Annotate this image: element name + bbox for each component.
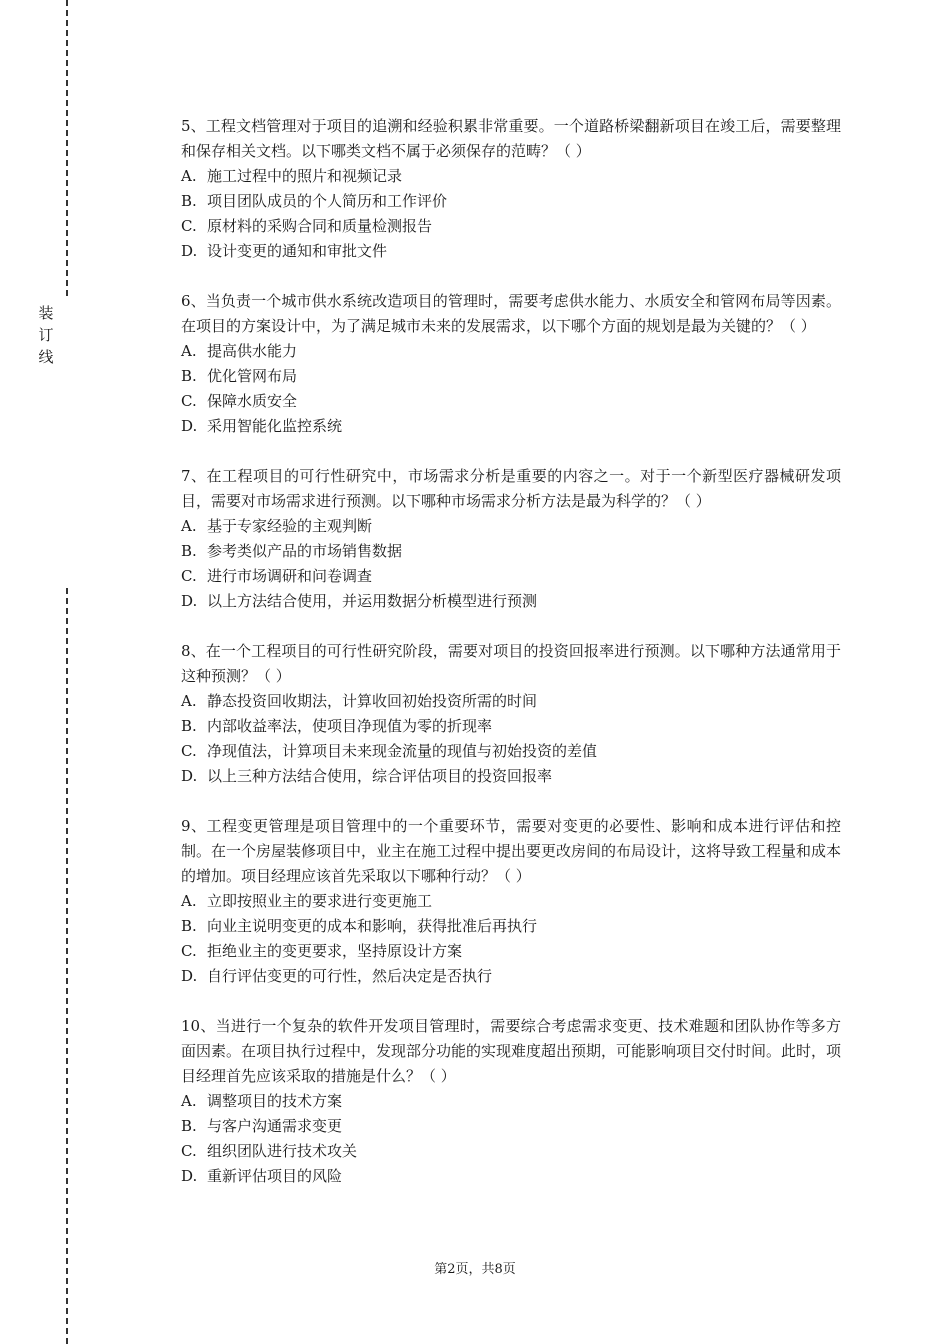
option-d [181,589,841,614]
page-footer: 第2页，共8页 [434,1262,516,1277]
option-text: 进行市场调研和问卷调查 [207,567,373,585]
option-text: 自行评估变更的可行性，然后决定是否执行 [207,967,493,985]
option-b [181,364,841,389]
option-text: 以上方法结合使用，并运用数据分析模型进行预测 [207,592,538,610]
question-9 [181,814,841,989]
option-b [181,714,841,739]
binding-label-char: 装 [38,304,54,322]
option-letter: A. [181,692,197,710]
option-b [181,189,841,214]
option-d [181,1164,841,1189]
option-c [181,739,841,764]
question-text: 8、在一个工程项目的可行性研究阶段，需要对项目的投资回报率进行预测。以下哪种方法通常用于这种预测？（ ） [181,642,841,685]
option-letter: D. [181,592,198,610]
option-text: 参考类似产品的市场销售数据 [207,542,403,560]
option-letter: D. [181,767,198,785]
option-text: 与客户沟通需求变更 [207,1117,343,1135]
option-text: 调整项目的技术方案 [207,1092,343,1110]
option-text: 施工过程中的照片和视频记录 [207,167,403,185]
option-text: 保障水质安全 [207,392,298,410]
option-d [181,964,841,989]
option-text: 组织团队进行技术攻关 [207,1142,358,1160]
question-6 [181,289,841,439]
question-text: 10、当进行一个复杂的软件开发项目管理时，需要综合考虑需求变更、技术难题和团队协作等多方面因素。在项目执行过程中，发现部分功能的实现难度超出预期，可能影响项目交付时间。此时，项目经理首先应该采取的措施是什么？（ ） [181,1017,842,1085]
option-a [181,889,841,914]
option-c [181,564,841,589]
question-7 [181,464,841,614]
option-text: 内部收益率法，使项目净现值为零的折现率 [207,717,493,735]
question-list [181,114,841,1189]
option-letter: B. [181,1117,197,1135]
option-letter: B. [181,717,197,735]
option-a [181,689,841,714]
option-c [181,939,841,964]
option-d [181,764,841,789]
option-c [181,1139,841,1164]
option-letter: D. [181,417,198,435]
option-letter: A. [181,517,197,535]
option-d [181,414,841,439]
option-text: 原材料的采购合同和质量检测报告 [207,217,433,235]
option-text: 拒绝业主的变更要求，坚持原设计方案 [207,942,463,960]
option-text: 基于专家经验的主观判断 [207,517,373,535]
option-text: 优化管网布局 [207,367,298,385]
option-a [181,164,841,189]
question-text: 9、工程变更管理是项目管理中的一个重要环节，需要对变更的必要性、影响和成本进行评估和控制。在一个房屋装修项目中，业主在施工过程中提出要更改房间的布局设计，这将导致工程量和成本的增加。项目经理应该首先采取以下哪种行动？（ ） [181,817,842,885]
option-b [181,1114,841,1139]
option-letter: B. [181,542,197,560]
option-letter: C. [181,217,197,235]
option-a [181,1089,841,1114]
option-text: 净现值法，计算项目未来现金流量的现值与初始投资的差值 [207,742,598,760]
option-text: 重新评估项目的风险 [207,1167,343,1185]
option-c [181,389,841,414]
binding-label-char: 线 [38,348,54,366]
option-letter: B. [181,192,197,210]
option-a [181,514,841,539]
option-b [181,539,841,564]
option-text: 设计变更的通知和审批文件 [207,242,388,260]
question-text: 7、在工程项目的可行性研究中，市场需求分析是重要的内容之一。对于一个新型医疗器械研发项目，需要对市场需求进行预测。以下哪种市场需求分析方法是最为科学的？（ ） [181,467,841,510]
option-letter: A. [181,167,197,185]
binding-label [36,302,56,368]
option-letter: D. [181,1167,198,1185]
binding-dashed-line-bottom [66,588,68,1344]
option-letter: A. [181,1092,197,1110]
binding-label-char: 订 [38,326,54,344]
option-d [181,239,841,264]
option-text: 项目团队成员的个人简历和工作评价 [207,192,448,210]
option-letter: D. [181,967,198,985]
option-letter: C. [181,392,197,410]
option-text: 向业主说明变更的成本和影响，获得批准后再执行 [207,917,538,935]
option-letter: B. [181,917,197,935]
option-letter: C. [181,942,197,960]
question-text: 5、工程文档管理对于项目的追溯和经验积累非常重要。一个道路桥梁翻新项目在竣工后，需要整理和保存相关文档。以下哪类文档不属于必须保存的范畴？（ ） [181,117,841,160]
option-a [181,339,841,364]
option-letter: C. [181,1142,197,1160]
option-text: 立即按照业主的要求进行变更施工 [207,892,433,910]
question-8 [181,639,841,789]
option-letter: C. [181,742,197,760]
binding-dashed-line-top [66,0,68,296]
option-letter: D. [181,242,198,260]
option-letter: C. [181,567,197,585]
option-c [181,214,841,239]
question-text: 6、当负责一个城市供水系统改造项目的管理时，需要考虑供水能力、水质安全和管网布局等因素。在项目的方案设计中，为了满足城市未来的发展需求，以下哪个方面的规划是最为关键的？（ ） [181,292,841,335]
question-10 [181,1014,841,1189]
option-letter: A. [181,342,197,360]
question-5 [181,114,841,264]
option-text: 提高供水能力 [207,342,298,360]
option-b [181,914,841,939]
option-text: 以上三种方法结合使用，综合评估项目的投资回报率 [207,767,553,785]
option-letter: A. [181,892,197,910]
option-text: 采用智能化监控系统 [207,417,343,435]
option-text: 静态投资回收期法，计算收回初始投资所需的时间 [207,692,538,710]
option-letter: B. [181,367,197,385]
